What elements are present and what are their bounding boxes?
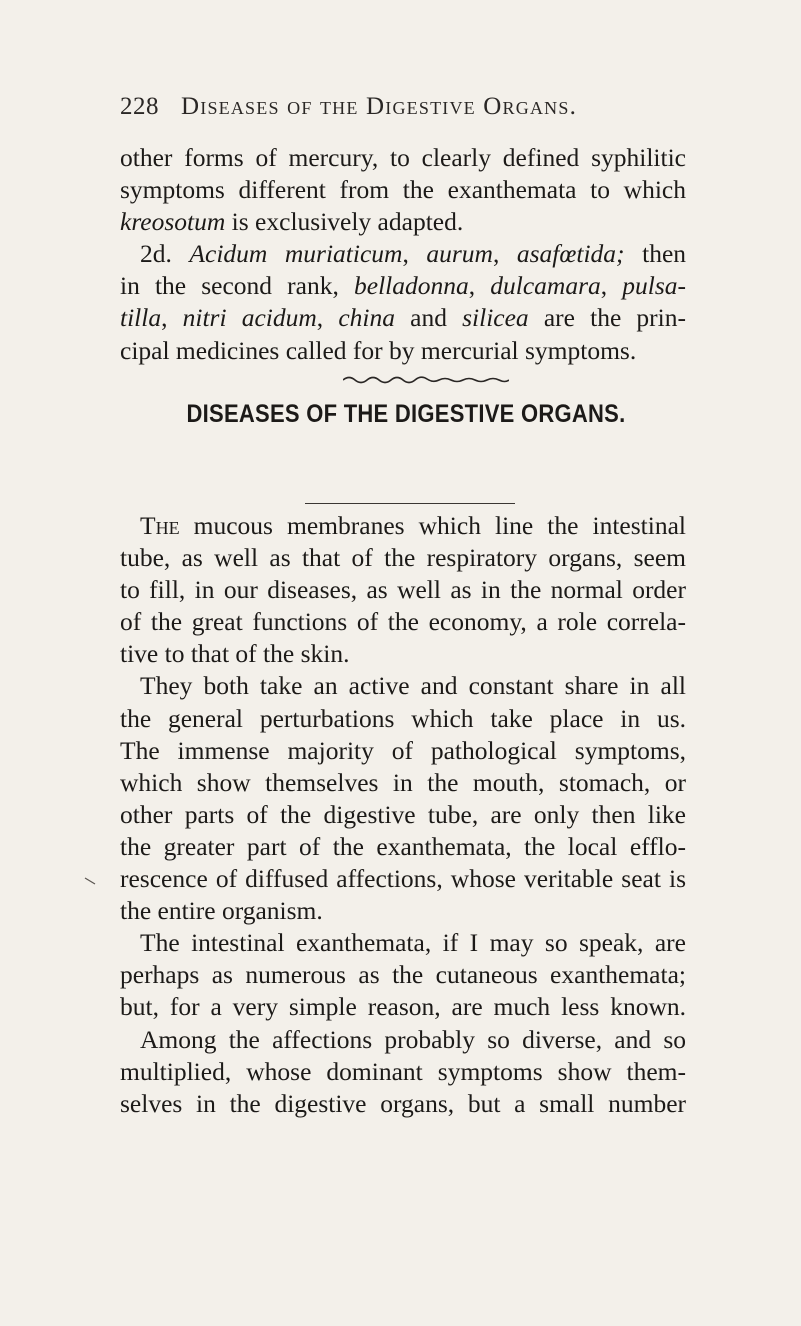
- text-line: The immense majority of pathological symptoms,: [120, 735, 686, 765]
- text-line: other parts of the digestive tube, are only then like: [120, 799, 686, 829]
- text-line: other forms of mercury, to clearly defined syphilitic: [120, 143, 686, 172]
- text-line: which show themselves in the mouth, stomach, or: [120, 767, 686, 797]
- text-run: ,: [402, 239, 427, 269]
- previous-section-text: [120, 142, 686, 367]
- text-line: rescence of diffused affections, whose veritable seat is: [120, 864, 686, 894]
- italic-term: silicea: [462, 303, 529, 333]
- section-heading: DISEASES OF THE DIGESTIVE ORGANS.: [186, 400, 626, 428]
- text-run: is exclusively adapted.: [225, 207, 464, 237]
- running-title: Diseases of the Digestive Organs.: [181, 93, 578, 120]
- text-line: tive to that of the skin.: [120, 639, 350, 669]
- text-line: the general perturbations which take place in us.: [120, 703, 686, 733]
- italic-term: china: [338, 303, 395, 333]
- italic-term: tilla: [120, 303, 162, 333]
- text-line: tube, as well as that of the respiratory organs, seem: [120, 543, 686, 573]
- italic-term: aurum: [426, 239, 493, 269]
- text-run: ,: [468, 271, 491, 301]
- text-run: ,: [600, 271, 623, 301]
- text-run: are the prin-: [528, 303, 686, 333]
- text-line: to fill, in our diseases, as well as in the normal order: [120, 575, 686, 605]
- text-line: of the great functions of the economy, a role correla-: [120, 607, 686, 637]
- wavy-divider-ornament: [343, 372, 509, 386]
- text-line: [120, 270, 686, 302]
- text-line: the entire organism.: [120, 896, 323, 926]
- italic-term: kreosotum: [120, 207, 226, 237]
- text-line: [120, 302, 686, 334]
- text-line: Among the affections probably so diverse, and so: [140, 1024, 686, 1054]
- first-word: The: [140, 511, 180, 540]
- italic-term: belladonna: [354, 271, 469, 301]
- text-line: They both take an active and constant share in all: [140, 671, 686, 701]
- italic-term: dulcamara: [490, 271, 601, 301]
- text-line: multiplied, whose dominant symptoms show them-: [120, 1056, 686, 1086]
- text-run: ,: [316, 303, 339, 333]
- text-run: in the second rank,: [120, 271, 354, 301]
- heading-rule: [305, 503, 515, 504]
- text-line: [120, 510, 686, 542]
- page-number: 228: [120, 93, 159, 120]
- italic-term: nitri acidum: [182, 303, 317, 333]
- text-run: 2d.: [140, 239, 190, 269]
- running-header: [120, 93, 577, 121]
- text-line: [120, 206, 686, 238]
- text-line: perhaps as numerous as the cutaneous exanthemata;: [120, 960, 686, 990]
- italic-term: asafœtida;: [516, 239, 625, 269]
- digestive-organs-text: [120, 510, 686, 1120]
- text-line: selves in the digestive organs, but a small number: [120, 1088, 686, 1118]
- margin-mark: [83, 874, 97, 888]
- text-line: The intestinal exanthemata, if I may so speak, are: [140, 928, 686, 958]
- italic-term: Acidum muriaticum: [189, 239, 403, 269]
- text-run: ,: [492, 239, 517, 269]
- text-line: but, for a very simple reason, are much less known.: [120, 992, 686, 1022]
- text-run: and: [394, 303, 463, 333]
- text-line: symptoms different from the exanthemata to which: [120, 175, 686, 205]
- text-run: mucous membranes which line the intestinal: [179, 511, 686, 540]
- text-run: ,: [161, 303, 183, 333]
- text-line: the greater part of the exanthemata, the local efflo-: [120, 831, 686, 861]
- text-line: [120, 238, 686, 270]
- text-line: cipal medicines called for by mercurial symptoms.: [120, 335, 637, 365]
- italic-term: pulsa-: [622, 271, 687, 301]
- text-run: then: [624, 239, 687, 269]
